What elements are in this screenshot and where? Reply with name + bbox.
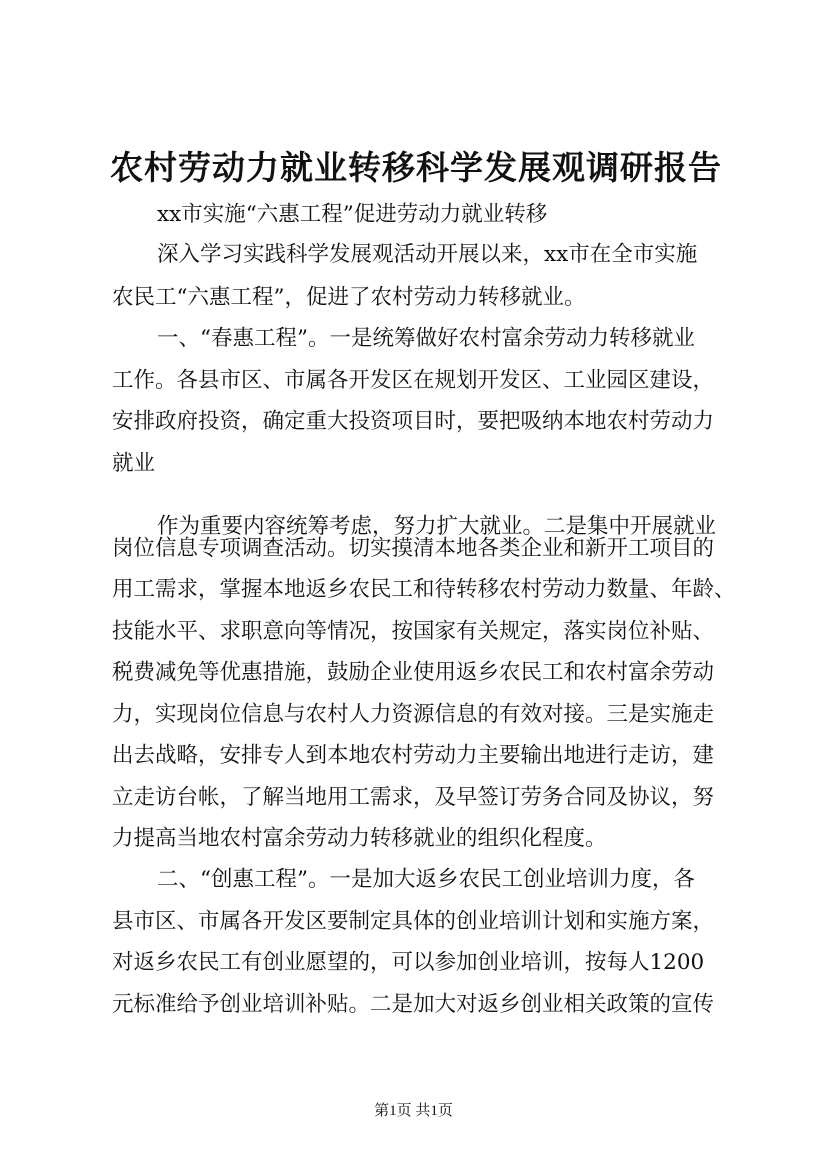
- paragraph-line: 工作。各县市区、市属各开发区在规划开发区、工业园区建设，: [112, 368, 715, 393]
- paragraph-line: 力，实现岗位信息与农村人力资源信息的有效对接。三是实施走: [112, 702, 715, 727]
- paragraph-line: 岗位信息专项调查活动。切实摸清本地各类企业和新开工项目的: [112, 536, 715, 561]
- paragraph-line: 用工需求，掌握本地返乡农民工和待转移农村劳动力数量、年龄、: [112, 577, 736, 602]
- paragraph-line: 技能水平、求职意向等情况，按国家有关规定，落实岗位补贴、: [112, 619, 715, 644]
- paragraph-line: 就业: [112, 451, 156, 476]
- paragraph-line: 县市区、市属各开发区要制定具体的创业培训计划和实施方案，: [112, 909, 715, 934]
- paragraph-line: 作为重要内容统筹考虑，努力扩大就业。二是集中开展就业: [157, 514, 717, 539]
- paragraph-line: 安排政府投资，确定重大投资项目时，要把吸纳本地农村劳动力: [112, 409, 715, 434]
- paragraph-line: 一、“春惠工程”。一是统筹做好农村富余劳动力转移就业: [157, 326, 695, 351]
- page-number-footer: 第1页 共1页: [374, 1103, 453, 1119]
- paragraph-line: 出去战略，安排专人到本地农村劳动力主要输出地进行走访，建: [112, 743, 715, 768]
- paragraph-line: 元标准给予创业培训补贴。二是加大对返乡创业相关政策的宣传: [112, 992, 715, 1017]
- paragraph-line: 对返乡农民工有创业愿望的，可以参加创业培训，按每人1200: [112, 950, 705, 975]
- paragraph-line: 深入学习实践科学发展观活动开展以来，xx市在全市实施: [157, 242, 698, 267]
- subtitle-line: xx市实施“六惠工程”促进劳动力就业转移: [157, 202, 548, 227]
- paragraph-line: 立走访台帐，了解当地用工需求，及早签订劳务合同及协议，努: [112, 785, 715, 810]
- paragraph-line: 农民工“六惠工程”，促进了农村劳动力转移就业。: [112, 285, 586, 310]
- paragraph-line: 力提高当地农村富余劳动力转移就业的组织化程度。: [112, 826, 607, 851]
- paragraph-line: 二、“创惠工程”。一是加大返乡农民工创业培训力度，各: [157, 867, 695, 892]
- document-title: 农村劳动力就业转移科学发展观调研报告: [110, 148, 722, 187]
- paragraph-line: 税费减免等优惠措施，鼓励企业使用返乡农民工和农村富余劳动: [112, 660, 715, 685]
